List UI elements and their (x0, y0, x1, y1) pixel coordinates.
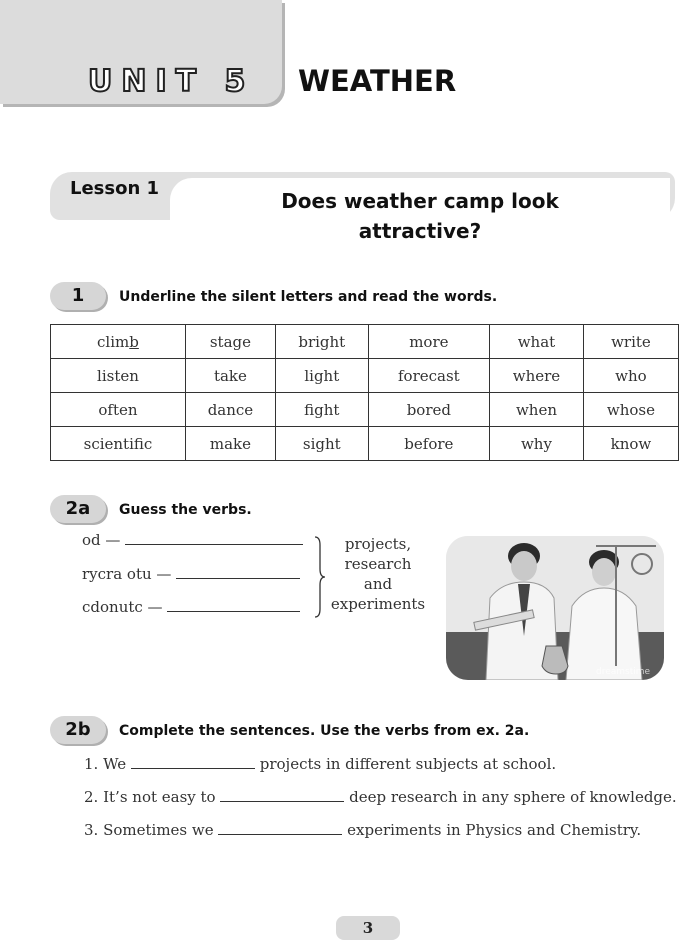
exercise-1-badge: 1 (50, 282, 106, 310)
word-cell[interactable]: bright (275, 325, 368, 359)
word-cell[interactable]: take (185, 359, 275, 393)
exercise-1-instruction: Underline the silent letters and read the words. (119, 289, 498, 305)
word-cell[interactable]: more (368, 325, 489, 359)
sentence-item (84, 755, 556, 773)
word-cell[interactable]: write (583, 325, 678, 359)
exercise-2b-badge: 2b (50, 716, 106, 744)
anagram-text: cdonutc — (82, 598, 163, 616)
word-cell[interactable]: scientific (51, 427, 186, 461)
anagram-item (82, 598, 300, 616)
answer-blank[interactable] (131, 755, 255, 769)
answer-blank[interactable] (218, 821, 342, 835)
answer-blank[interactable] (220, 788, 344, 802)
sentence-start: Sometimes we (103, 821, 214, 839)
word-cell[interactable]: light (275, 359, 368, 393)
word-cell[interactable]: sight (275, 427, 368, 461)
answer-blank[interactable] (167, 598, 300, 612)
word-cell[interactable]: stage (185, 325, 275, 359)
sentence-item (84, 788, 677, 806)
word-cell[interactable]: fight (275, 393, 368, 427)
scientists-illustration (446, 536, 664, 680)
sentence-item (84, 821, 641, 839)
exercise-2a-instruction: Guess the verbs. (119, 502, 252, 518)
word-climb: climb (97, 332, 139, 351)
answer-blank[interactable] (176, 565, 300, 579)
anagram-text: od — (82, 531, 121, 549)
word-cell[interactable]: who (583, 359, 678, 393)
page-number: 3 (336, 916, 400, 940)
word-cell[interactable]: know (583, 427, 678, 461)
word-cell[interactable]: why (490, 427, 584, 461)
word-cell[interactable] (51, 325, 186, 359)
anagram-item (82, 531, 303, 549)
brace-word: projects, (344, 535, 412, 553)
table-row (51, 427, 679, 461)
sentence-number: 1. (84, 755, 99, 773)
answer-blank[interactable] (125, 531, 303, 545)
word-cell[interactable]: where (490, 359, 584, 393)
table-row (51, 359, 679, 393)
word-cell[interactable]: bored (368, 393, 489, 427)
sentence-start: We (103, 755, 127, 773)
photo-watermark: dreamstime (596, 667, 651, 677)
word-cell[interactable]: dance (185, 393, 275, 427)
brace-word: experiments (330, 595, 426, 613)
word-table (50, 324, 679, 461)
sentence-start: It’s not easy to (103, 788, 216, 806)
lesson-title (230, 186, 610, 246)
exercise-2b-instruction: Complete the sentences. Use the verbs from ex. 2a. (119, 723, 530, 739)
exercise-2a-badge: 2a (50, 495, 106, 523)
word-cell[interactable]: often (51, 393, 186, 427)
sentence-end: deep research in any sphere of knowledge. (349, 788, 677, 806)
brace-word: and (363, 575, 393, 593)
lesson-title-line-1: Does weather camp look (281, 189, 559, 213)
table-row (51, 393, 679, 427)
lesson-label: Lesson 1 (70, 178, 160, 199)
anagram-text: rycra otu — (82, 565, 172, 583)
brace-target-words (326, 534, 430, 614)
word-cell[interactable]: listen (51, 359, 186, 393)
word-cell[interactable]: make (185, 427, 275, 461)
word-cell[interactable]: whose (583, 393, 678, 427)
word-cell[interactable]: when (490, 393, 584, 427)
sentence-number: 2. (84, 788, 99, 806)
scientists-photo (446, 536, 664, 680)
silent-letter-b: b (129, 332, 139, 351)
word-cell[interactable]: forecast (368, 359, 489, 393)
sentence-end: projects in different subjects at school. (259, 755, 557, 773)
anagram-item (82, 565, 300, 583)
sentence-end: experiments in Physics and Chemistry. (347, 821, 642, 839)
word-cell[interactable]: what (490, 325, 584, 359)
lesson-title-line-2: attractive? (358, 219, 482, 243)
word-cell[interactable]: before (368, 427, 489, 461)
brace-word: research (344, 555, 412, 573)
table-row (51, 325, 679, 359)
unit-label: UNIT 5 (88, 64, 255, 99)
unit-title: WEATHER (298, 64, 457, 98)
curly-brace-icon (312, 535, 326, 619)
sentence-number: 3. (84, 821, 99, 839)
